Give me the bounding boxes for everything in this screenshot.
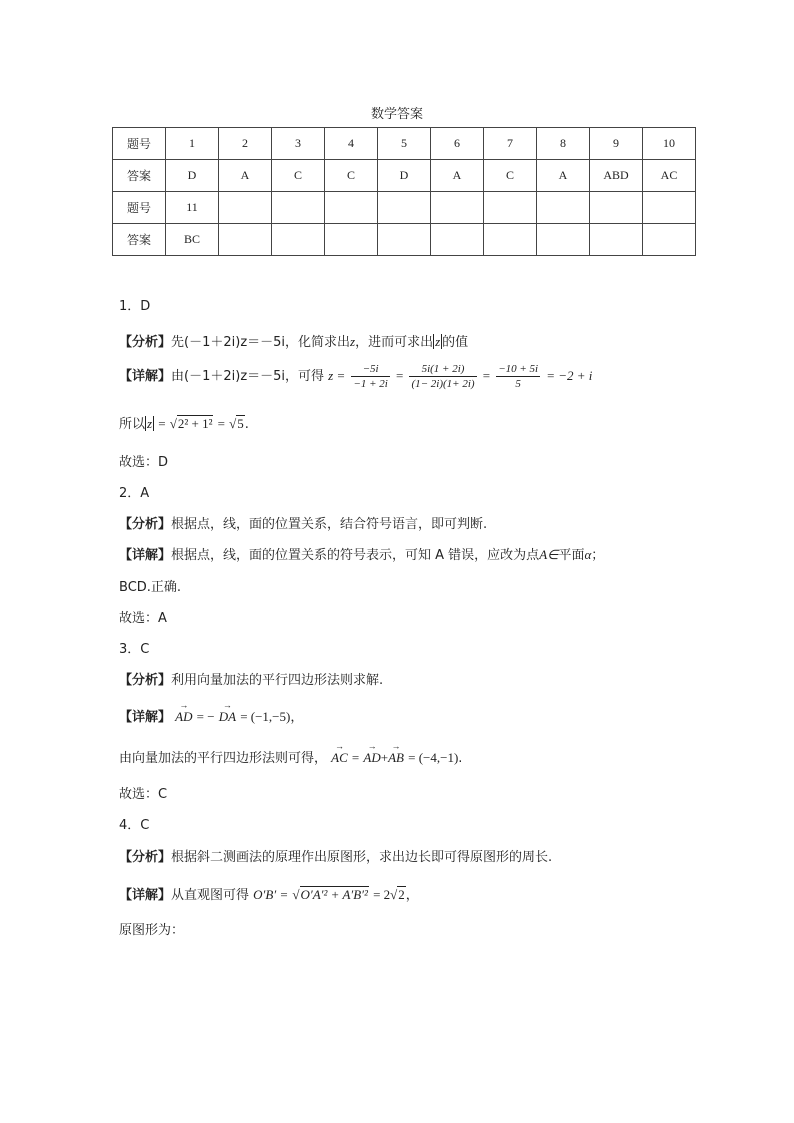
q1-analysis-abs-z: z xyxy=(435,334,441,349)
q4-sqrt: O′A′² + A′B′² xyxy=(300,887,368,902)
table-row-header: 答案 xyxy=(113,224,166,256)
q1-analysis-z: z xyxy=(350,334,356,349)
q1-sqrt-5: 5 xyxy=(237,416,244,431)
table-cell xyxy=(272,192,325,224)
q2-detail: 【详解】根据点，线，面的位置关系的符号表示，可知 A 错误，应改为点A∈平面α； xyxy=(119,547,605,563)
table-cell xyxy=(431,224,484,256)
q2-number: 2．A xyxy=(119,486,150,501)
q1-detail-label: 【详解】 xyxy=(119,369,172,384)
table-cell: 10 xyxy=(643,128,696,160)
table-cell: A xyxy=(431,160,484,192)
table-cell: 1 xyxy=(166,128,219,160)
table-cell: AC xyxy=(643,160,696,192)
q1-fraction-3: $\frac{-10 + 5i}{5}$ xyxy=(498,363,539,390)
table-cell xyxy=(219,224,272,256)
vector-ac: → AC xyxy=(331,750,348,766)
table-cell xyxy=(484,224,537,256)
table-cell: 7 xyxy=(484,128,537,160)
q1-analysis-label: 【分析】 xyxy=(119,335,172,350)
q1-conclusion: 所以 z = √2² + 1² = √5. xyxy=(119,416,249,432)
table-cell: 3 xyxy=(272,128,325,160)
q3-choice: 故选：C xyxy=(119,787,168,802)
table-cell: 8 xyxy=(537,128,590,160)
page-title: 数学答案 xyxy=(370,107,423,122)
q1-analysis-text-b: ，进而可求出 xyxy=(355,335,434,350)
q1-analysis-text-c: 的值 xyxy=(442,335,469,350)
table-cell: ABD xyxy=(590,160,643,192)
table-cell: 6 xyxy=(431,128,484,160)
table-cell xyxy=(590,224,643,256)
table-cell xyxy=(325,192,378,224)
table-cell: D xyxy=(166,160,219,192)
q4-detail: 【详解】从直观图可得 O′B′ = √O′A′² + A′B′² = 2√2， xyxy=(119,887,419,903)
table-cell: 5 xyxy=(378,128,431,160)
q3-analysis: 【分析】利用向量加法的平行四边形法则求解. xyxy=(119,673,384,688)
q4-number: 4．C xyxy=(119,818,150,833)
q1-detail-result: = −2 + i xyxy=(546,368,593,383)
q1-choice: 故选：D xyxy=(119,455,169,470)
table-cell: D xyxy=(378,160,431,192)
q1-detail: 【详解】由(－1＋2i)z＝－5i，可得 z = $\frac{-5i}{-1 + 2i}$ = $\frac{5i(1 + 2i)}{(1- 2i)(1+ 2i)}$ = $\frac{-10 + 5i}{5}$ = −2 + i xyxy=(119,363,593,390)
q3-detail: 【详解】 → AD = − → DA = (−1,−5)， xyxy=(119,706,303,725)
table-cell xyxy=(219,192,272,224)
table-row-header: 答案 xyxy=(113,160,166,192)
table-row xyxy=(113,128,696,160)
vector-da: → DA xyxy=(219,709,236,725)
q1-abs-z: z xyxy=(147,416,153,431)
q1-sqrt: 2² + 1² xyxy=(177,416,213,431)
q2-analysis: 【分析】根据点，线，面的位置关系，结合符号语言，即可判断. xyxy=(119,517,488,532)
table-cell: 2 xyxy=(219,128,272,160)
q2-bcd: BCD.正确. xyxy=(119,580,182,595)
q1-detail-text: 由(－1＋2i)z＝－5i，可得 xyxy=(171,369,325,384)
table-cell xyxy=(590,192,643,224)
table-row-header: 题号 xyxy=(113,192,166,224)
table-row xyxy=(113,224,696,256)
q2-choice: 故选：A xyxy=(119,611,167,626)
table-cell xyxy=(325,224,378,256)
table-cell xyxy=(537,224,590,256)
vector-ab: → AB xyxy=(388,750,404,766)
q4-original-figure: 原图形为： xyxy=(119,923,185,938)
vector-ad: → AD xyxy=(175,709,192,725)
q1-fraction-2: $\frac{5i(1 + 2i)}{(1- 2i)(1+ 2i)}$ xyxy=(411,363,475,390)
table-cell: A xyxy=(219,160,272,192)
q1-fraction-1: $\frac{-5i}{-1 + 2i}$ xyxy=(353,363,388,390)
q1-detail-z: z = xyxy=(328,368,346,383)
table-cell xyxy=(378,224,431,256)
q1-analysis xyxy=(119,331,468,350)
table-cell: C xyxy=(325,160,378,192)
table-cell: 4 xyxy=(325,128,378,160)
q1-analysis-text-a: 先(－1＋2i)z＝－5i，化简求出 xyxy=(171,335,351,350)
vector-ad-2: → AD xyxy=(363,750,380,766)
answer-table xyxy=(112,127,696,256)
table-row-header: 题号 xyxy=(113,128,166,160)
table-cell xyxy=(431,192,484,224)
q1-number: 1．D xyxy=(119,299,151,314)
table-cell: 9 xyxy=(590,128,643,160)
table-row xyxy=(113,160,696,192)
q3-number: 3．C xyxy=(119,642,150,657)
table-cell xyxy=(378,192,431,224)
q3-sum: 由向量加法的平行四边形法则可得， → AC = → AD+→ AB = (−4,−1). xyxy=(119,747,462,766)
table-cell xyxy=(643,192,696,224)
table-cell xyxy=(537,192,590,224)
table-cell xyxy=(484,192,537,224)
table-cell: C xyxy=(484,160,537,192)
table-cell: 11 xyxy=(166,192,219,224)
table-cell xyxy=(643,224,696,256)
q4-analysis: 【分析】根据斜二测画法的原理作出原图形，求出边长即可得原图形的周长. xyxy=(119,850,553,865)
table-cell: C xyxy=(272,160,325,192)
table-row xyxy=(113,192,696,224)
table-cell xyxy=(272,224,325,256)
table-cell: BC xyxy=(166,224,219,256)
table-cell: A xyxy=(537,160,590,192)
